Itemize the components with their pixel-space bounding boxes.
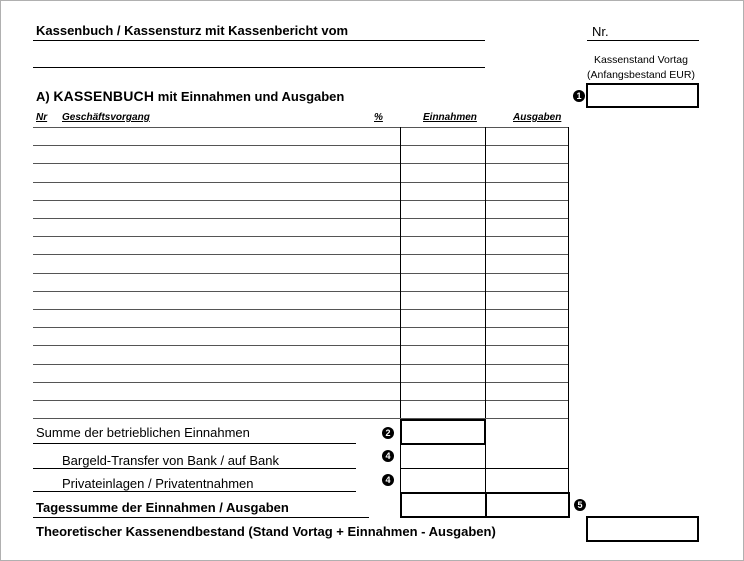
sum-income-underline [33, 443, 356, 444]
marker-4-icon: 4 [382, 450, 394, 462]
entry-row-line[interactable] [33, 236, 569, 237]
marker-2-icon: 2 [382, 427, 394, 439]
col-header-nr: Nr [36, 112, 48, 123]
bank-transfer-underline [33, 468, 356, 469]
section-a-title: KASSENBUCH [53, 88, 155, 104]
grid-divider-right [568, 127, 569, 418]
col-header-einnahmen: Einnahmen [423, 112, 477, 123]
entry-row-line[interactable] [33, 273, 569, 274]
entry-row-line[interactable] [33, 218, 569, 219]
title-underline [33, 40, 485, 41]
entry-row-line[interactable] [33, 309, 569, 310]
section-a-heading [36, 88, 344, 104]
section-a-suffix: mit Einnahmen und Ausgaben [157, 89, 345, 104]
entry-row-line[interactable] [33, 163, 569, 164]
day-total-label: Tagessumme der Einnahmen / Ausgaben [36, 500, 289, 515]
entry-row-line[interactable] [33, 127, 569, 128]
entry-row-line[interactable] [33, 291, 569, 292]
entry-row-line[interactable] [33, 254, 569, 255]
nr-label: Nr. [592, 24, 609, 39]
section-a-prefix: A) [36, 89, 50, 104]
bank-transfer-label: Bargeld-Transfer von Bank / auf Bank [62, 453, 280, 468]
entry-row-line[interactable] [33, 364, 569, 365]
col-header-ausgaben: Ausgaben [513, 112, 562, 123]
form-title: Kassenbuch / Kassensturz mit Kassenbericht vom [36, 23, 349, 38]
marker-1-icon: 1 [573, 90, 585, 102]
transfer-cell-right [568, 445, 569, 493]
theoretical-balance-label: Theoretischer Kassenendbestand (Stand Vortag + Einnahmen - Ausgaben) [36, 524, 496, 539]
sum-income-box[interactable] [400, 419, 486, 445]
entry-row-line[interactable] [33, 145, 569, 146]
nr-line[interactable] [587, 40, 699, 41]
col-header-vorgang: Geschäftsvorgang [62, 112, 150, 123]
entry-row-line[interactable] [33, 182, 569, 183]
theoretical-balance-box[interactable] [586, 516, 699, 542]
entry-row-line[interactable] [33, 200, 569, 201]
marker-5-icon: 5 [574, 499, 586, 511]
private-label: Privateinlagen / Privatentnahmen [62, 476, 254, 491]
transfer-cell-left [400, 445, 401, 493]
marker-4-icon: 4 [382, 474, 394, 486]
opening-balance-line2: (Anfangsbestand EUR) [587, 69, 695, 81]
private-underline [33, 491, 356, 492]
grid-divider-ausgaben [485, 127, 486, 418]
entry-grid-bottom-line [33, 418, 569, 419]
entry-row-line[interactable] [33, 345, 569, 346]
entry-row-line[interactable] [33, 400, 569, 401]
col-header-percent: % [374, 112, 383, 123]
opening-balance-box[interactable] [586, 83, 699, 108]
sum-income-label: Summe der betrieblichen Einnahmen [36, 425, 250, 440]
entry-row-line[interactable] [33, 382, 569, 383]
opening-balance-caption [577, 53, 705, 83]
day-total-underline [33, 517, 369, 518]
grid-divider-einnahmen [400, 127, 401, 418]
opening-balance-line1: Kassenstand Vortag [594, 54, 688, 66]
entry-row-line[interactable] [33, 327, 569, 328]
transfer-cell-divider [400, 468, 569, 469]
transfer-cell-mid [485, 445, 486, 493]
day-total-divider [485, 493, 487, 517]
date-line[interactable] [33, 67, 485, 68]
sum-row-right [568, 418, 569, 445]
